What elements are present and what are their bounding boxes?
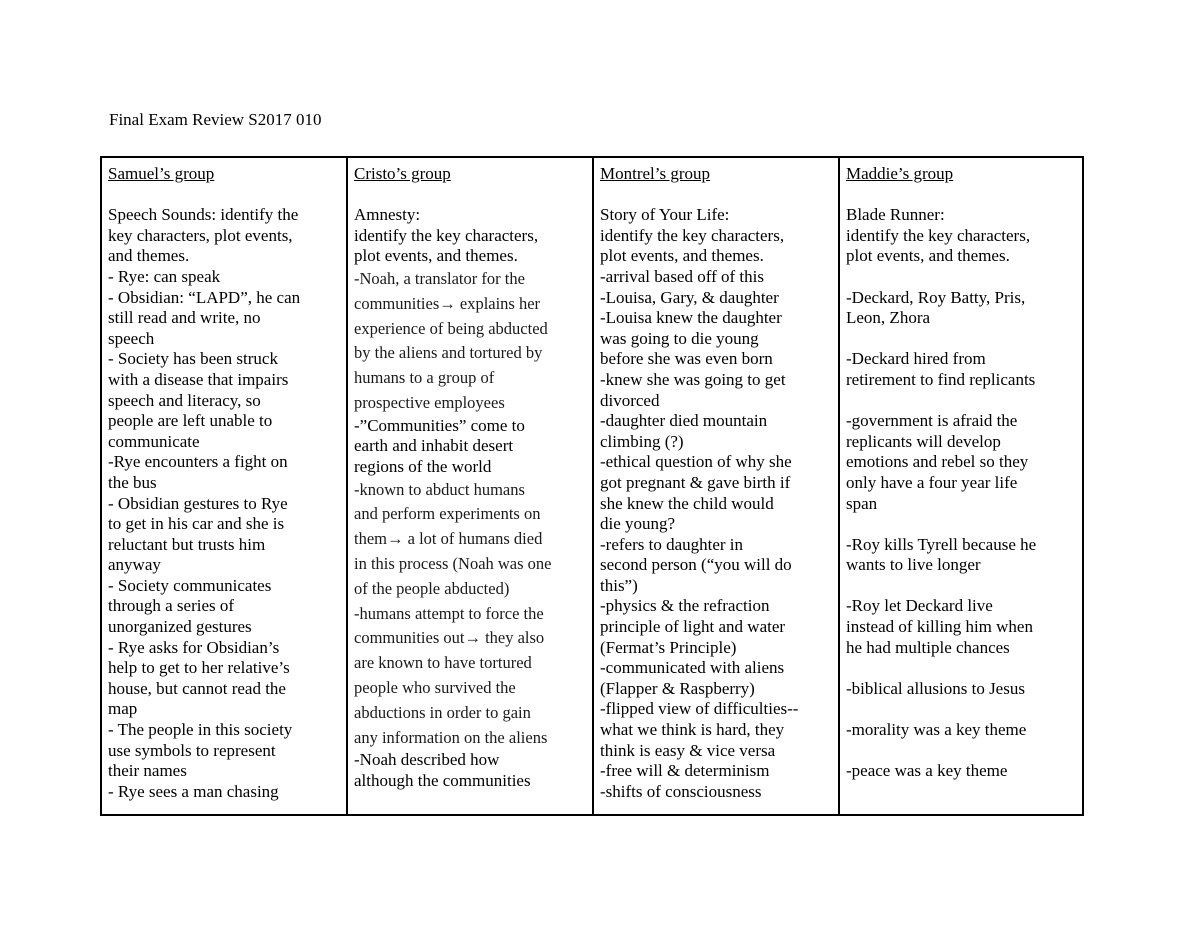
note-line: reluctant but trusts him	[108, 534, 266, 554]
note-line: -Deckard hired from	[846, 349, 986, 369]
column-maddies-group	[840, 158, 1082, 814]
note-line: Speech Sounds: identify the	[108, 205, 299, 225]
note-line: -Roy let Deckard live	[846, 596, 993, 616]
blank-line	[846, 329, 1076, 350]
note-line: -Louisa knew the daughter	[600, 308, 782, 328]
column-header: Montrel’s group	[600, 164, 711, 183]
note-line: although the communities	[354, 770, 531, 790]
note-line: instead of killing him when	[846, 617, 1033, 637]
blank-line	[846, 699, 1076, 720]
note-line: - Society communicates	[108, 575, 272, 595]
note-line: -Roy kills Tyrell because he	[846, 534, 1037, 554]
note-line: regions of the world	[354, 456, 492, 476]
note-line: -shifts of consciousness	[600, 781, 762, 801]
note-line: -Noah described how	[354, 750, 500, 770]
note-line: -communicated with aliens	[600, 658, 785, 678]
note-line: -refers to daughter in	[600, 534, 744, 554]
note-line: humans to a group of	[354, 368, 495, 388]
note-line: - Rye asks for Obsidian’s	[108, 637, 280, 657]
note-line: -peace was a key theme	[846, 761, 1008, 781]
note-line: what we think is hard, they	[600, 720, 785, 740]
note-line: - Obsidian gestures to Rye	[108, 493, 288, 513]
blank-line	[846, 267, 1076, 288]
note-line: speech and literacy, so	[108, 390, 261, 410]
note-line: Leon, Zhora	[846, 308, 931, 328]
note-line: - Rye: can speak	[108, 266, 221, 286]
note-line: identify the key characters,	[846, 225, 1031, 245]
note-line: -Noah, a translator for the	[354, 268, 525, 288]
note-line: -government is afraid the	[846, 411, 1018, 431]
note-line: people are left unable to	[108, 411, 273, 431]
note-line: this”)	[600, 575, 638, 595]
note-line: use symbols to represent	[108, 740, 276, 760]
note-line: abductions in order to gain	[354, 702, 531, 722]
note-line: plot events, and themes.	[846, 246, 1010, 266]
note-line: before she was even born	[600, 349, 773, 369]
note-line: anyway	[108, 555, 161, 575]
note-line: help to get to her relative’s	[108, 658, 290, 678]
note-line: he had multiple chances	[846, 637, 1010, 657]
note-line: their names	[108, 761, 187, 781]
note-line: -physics & the refraction	[600, 596, 770, 616]
note-line: house, but cannot read the	[108, 678, 286, 698]
note-line: span	[846, 493, 878, 513]
note-line: die young?	[600, 514, 676, 534]
note-line: emotions and rebel so they	[846, 452, 1029, 472]
review-table	[100, 156, 1084, 816]
note-line: prospective employees	[354, 392, 505, 412]
note-line: Blade Runner:	[846, 205, 945, 225]
note-line: any information on the aliens	[354, 727, 548, 747]
note-line: -humans attempt to force the	[354, 603, 544, 623]
note-line: speech	[108, 328, 155, 348]
note-line: Story of Your Life:	[600, 205, 730, 225]
note-line: - The people in this society	[108, 720, 293, 740]
note-line: - Rye sees a man chasing	[108, 781, 279, 801]
note-line: to get in his car and she is	[108, 514, 285, 534]
note-line: plot events, and themes.	[600, 246, 764, 266]
column-notes	[846, 205, 1076, 782]
blank-line	[846, 391, 1076, 412]
note-line: experience of being abducted	[354, 318, 548, 338]
note-line: wants to live longer	[846, 555, 981, 575]
note-line: map	[108, 699, 138, 719]
note-line: only have a four year life	[846, 472, 1018, 492]
column-header: Samuel’s group	[108, 164, 215, 183]
note-line: -biblical allusions to Jesus	[846, 678, 1025, 698]
note-line: of the people abducted)	[354, 578, 510, 598]
note-line: them→ a lot of humans died	[354, 529, 543, 549]
note-line: still read and write, no	[108, 308, 261, 328]
note-line: key characters, plot events,	[108, 225, 293, 245]
column-notes	[600, 205, 832, 802]
note-line: identify the key characters,	[354, 225, 539, 245]
note-line: (Flapper & Raspberry)	[600, 678, 755, 698]
note-line: -”Communities” come to	[354, 415, 525, 435]
note-line: -Louisa, Gary, & daughter	[600, 287, 779, 307]
blank-line	[846, 576, 1076, 597]
column-notes	[354, 205, 586, 791]
note-line: replicants will develop	[846, 431, 1001, 451]
note-line: are known to have tortured	[354, 653, 532, 673]
column-samuels-group	[102, 158, 348, 814]
column-header: Maddie’s group	[846, 164, 954, 183]
note-line: identify the key characters,	[600, 225, 785, 245]
note-line: -free will & determinism	[600, 761, 770, 781]
blank-line	[846, 741, 1076, 762]
column-header: Cristo’s group	[354, 164, 451, 183]
note-line: communities out→ they also	[354, 628, 545, 648]
note-line: through a series of	[108, 596, 235, 616]
blank-line	[846, 514, 1076, 535]
note-line: -knew she was going to get	[600, 369, 786, 389]
blank-line	[846, 658, 1076, 679]
note-line: second person (“you will do	[600, 555, 792, 575]
note-line: and themes.	[108, 246, 190, 266]
note-line: - Obsidian: “LAPD”, he can	[108, 287, 301, 307]
note-line: communicate	[108, 431, 200, 451]
note-line: -ethical question of why she	[600, 452, 792, 472]
column-notes	[108, 205, 340, 802]
column-montrels-group	[594, 158, 840, 814]
note-line: - Society has been struck	[108, 349, 278, 369]
note-line: divorced	[600, 390, 660, 410]
note-line: -Rye encounters a fight on	[108, 452, 288, 472]
note-line: -arrival based off of this	[600, 266, 764, 286]
note-line: -Deckard, Roy Batty, Pris,	[846, 287, 1026, 307]
note-line: (Fermat’s Principle)	[600, 637, 737, 657]
note-line: earth and inhabit desert	[354, 436, 514, 456]
note-line: with a disease that impairs	[108, 369, 289, 389]
note-line: think is easy & vice versa	[600, 740, 776, 760]
note-line: was going to die young	[600, 328, 759, 348]
note-line: plot events, and themes.	[354, 246, 518, 266]
note-line: the bus	[108, 472, 157, 492]
note-line: unorganized gestures	[108, 617, 252, 637]
note-line: climbing (?)	[600, 431, 684, 451]
note-line: communities→ explains her	[354, 293, 541, 313]
document-title: Final Exam Review S2017 010	[109, 110, 322, 129]
note-line: -known to abduct humans	[354, 479, 525, 499]
note-line: -flipped view of difficulties--	[600, 699, 799, 719]
note-line: principle of light and water	[600, 617, 786, 637]
note-line: and perform experiments on	[354, 504, 541, 524]
note-line: got pregnant & gave birth if	[600, 472, 791, 492]
column-cristos-group	[348, 158, 594, 814]
note-line: she knew the child would	[600, 493, 774, 513]
note-line: -daughter died mountain	[600, 411, 768, 431]
note-line: people who survived the	[354, 677, 516, 697]
note-line: Amnesty:	[354, 205, 421, 225]
note-line: by the aliens and tortured by	[354, 343, 543, 363]
note-line: -morality was a key theme	[846, 720, 1027, 740]
note-line: retirement to find replicants	[846, 369, 1036, 389]
note-line: in this process (Noah was one	[354, 553, 552, 573]
